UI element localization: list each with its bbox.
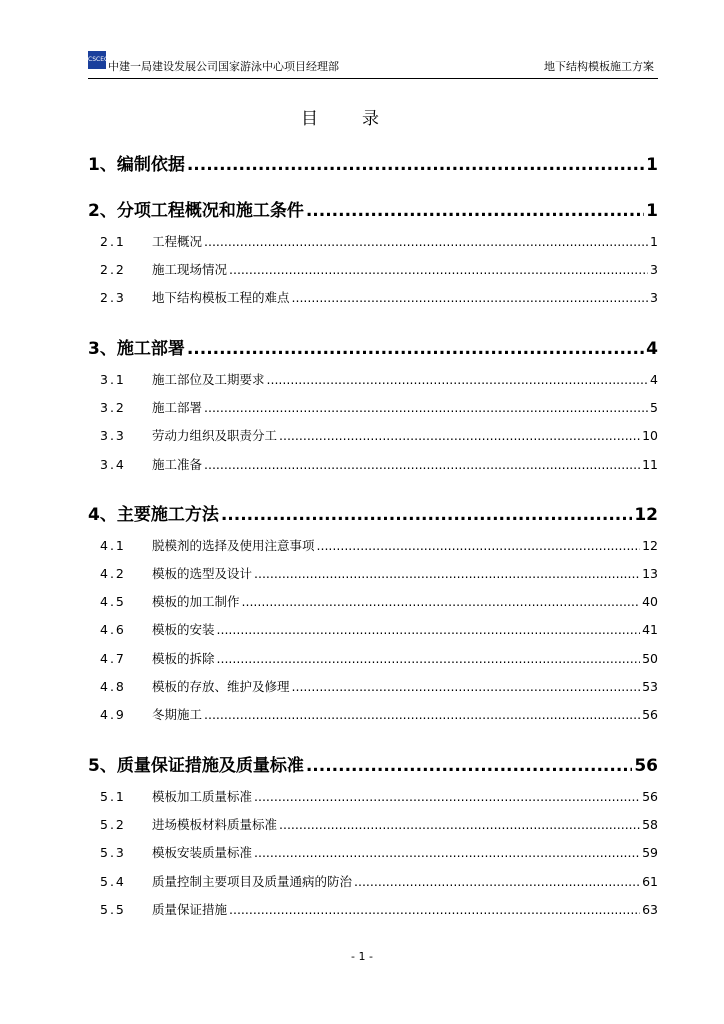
toc-entry-page: 4 [650,372,658,387]
toc-leader-dots [267,372,649,387]
toc-leader-dots [229,262,648,277]
toc-entry-page: 58 [642,817,658,832]
toc-entry-number: 3.3 [100,428,126,443]
toc-entry-page: 1 [646,155,658,175]
toc-entry-page: 13 [642,566,658,581]
toc-entry-page: 3 [650,262,658,277]
toc-entry-label: 地下结构模板工程的难点 [152,290,290,305]
toc-entry-label: 脱模剂的选择及使用注意事项 [152,538,315,553]
toc-subsection-entry[interactable] [88,370,658,388]
toc-entry-label: 工程概况 [152,234,203,249]
toc-subsection-entry[interactable] [88,398,658,416]
toc-entry-label: 模板的存放、维护及修理 [152,679,290,694]
toc-entry-label: 分项工程概况和施工条件 [116,201,304,221]
toc-subsection-entry[interactable] [88,677,658,695]
toc-entry-label: 模板的拆除 [152,651,215,666]
toc-entry-number: 4.6 [100,622,126,637]
toc-entry-page: 41 [642,622,658,637]
toc-section-entry[interactable] [88,500,658,525]
toc-leader-dots [254,566,640,581]
toc-entry-page: 50 [642,651,658,666]
toc-section-entry[interactable] [88,751,658,776]
header-document-title: 地下结构模板施工方案 [544,60,654,73]
toc-entry-label: 主要施工方法 [116,505,219,525]
toc-entry-label: 编制依据 [116,155,185,175]
toc-entry-page: 40 [642,594,658,609]
toc-leader-dots [279,428,640,443]
toc-entry-page: 5 [650,400,658,415]
toc-leader-dots [204,400,648,415]
toc-entry-number: 5.4 [100,874,126,889]
toc-leader-dots [187,155,644,175]
toc-entry-number: 3.4 [100,457,126,472]
toc-subsection-entry[interactable] [88,620,658,638]
toc-entry-page: 11 [642,457,658,472]
toc-entry-number: 4.2 [100,566,126,581]
toc-section-entry[interactable] [88,334,658,359]
toc-entry-number: 3、 [88,339,117,359]
toc-entry-label: 模板的加工制作 [152,594,240,609]
toc-entry-number: 3.2 [100,400,126,415]
toc-entry-label: 施工部位及工期要求 [152,372,265,387]
toc-entry-label: 质量保证措施 [152,902,228,917]
toc-entry-number: 2.1 [100,234,126,249]
toc-subsection-entry[interactable] [88,787,658,805]
toc-subsection-entry[interactable] [88,592,658,610]
toc-leader-dots [204,457,640,472]
toc-entry-page: 3 [650,290,658,305]
toc-entry-page: 59 [642,845,658,860]
toc-subsection-entry[interactable] [88,426,658,444]
toc-entry-page: 1 [650,234,658,249]
toc-entry-page: 56 [642,707,658,722]
toc-leader-dots [292,290,649,305]
toc-leader-dots [217,622,641,637]
toc-entry-label: 施工部署 [116,339,185,359]
toc-entry-page: 56 [634,756,658,776]
toc-entry-label: 质量控制主要项目及质量通病的防治 [152,874,353,889]
toc-leader-dots [279,817,640,832]
page-number: - 1 - [351,950,373,963]
toc-entry-label: 冬期施工 [152,707,203,722]
toc-subsection-entry[interactable] [88,288,658,306]
toc-entry-page: 12 [642,538,658,553]
toc-entry-page: 63 [642,902,658,917]
toc-subsection-entry[interactable] [88,649,658,667]
toc-entry-page: 61 [642,874,658,889]
toc-leader-dots [217,651,641,666]
toc-leader-dots [306,756,632,776]
toc-leader-dots [354,874,640,889]
company-logo: CSCEC [88,51,106,69]
toc-entry-number: 1、 [88,155,117,175]
toc-entry-number: 4、 [88,505,117,525]
toc-entry-number: 4.9 [100,707,126,722]
toc-entry-number: 4.7 [100,651,126,666]
toc-leader-dots [187,339,644,359]
toc-entry-label: 施工部署 [152,400,203,415]
toc-entry-number: 2、 [88,201,117,221]
toc-entry-number: 4.8 [100,679,126,694]
toc-entry-label: 质量保证措施及质量标准 [116,756,304,776]
toc-entry-number: 5.3 [100,845,126,860]
toc-leader-dots [317,538,641,553]
toc-entry-page: 4 [646,339,658,359]
toc-entry-number: 3.1 [100,372,126,387]
toc-leader-dots [254,845,640,860]
toc-subsection-entry[interactable] [88,536,658,554]
toc-leader-dots [242,594,641,609]
toc-entry-page: 1 [646,201,658,221]
toc-subsection-entry[interactable] [88,900,658,918]
toc-leader-dots [229,902,640,917]
toc-section-entry[interactable] [88,196,658,221]
toc-entry-label: 模板的选型及设计 [152,566,253,581]
toc-entry-label: 模板加工质量标准 [152,789,253,804]
toc-entry-number: 4.5 [100,594,126,609]
toc-entry-number: 5、 [88,756,117,776]
toc-leader-dots [306,201,644,221]
toc-entry-label: 施工准备 [152,457,203,472]
toc-entry-page: 56 [642,789,658,804]
toc-entry-number: 4.1 [100,538,126,553]
toc-entry-number: 2.3 [100,290,126,305]
toc-entry-label: 劳动力组织及职责分工 [152,428,278,443]
toc-entry-number: 2.2 [100,262,126,277]
toc-section-entry[interactable] [88,150,658,175]
toc-leader-dots [292,679,641,694]
toc-title: 目录 [301,109,423,129]
toc-subsection-entry[interactable] [88,872,658,890]
toc-entry-page: 12 [634,505,658,525]
toc-subsection-entry[interactable] [88,232,658,250]
toc-leader-dots [221,505,632,525]
toc-entry-page: 53 [642,679,658,694]
toc-subsection-entry[interactable] [88,260,658,278]
toc-subsection-entry[interactable] [88,843,658,861]
page-header [88,48,658,79]
toc-leader-dots [204,234,648,249]
header-company-text: 中建一局建设发展公司国家游泳中心项目经理部 [108,60,339,73]
toc-leader-dots [254,789,640,804]
toc-subsection-entry[interactable] [88,564,658,582]
toc-entry-page: 10 [642,428,658,443]
toc-subsection-entry[interactable] [88,705,658,723]
toc-entry-label: 模板安装质量标准 [152,845,253,860]
toc-subsection-entry[interactable] [88,455,658,473]
toc-entry-number: 5.2 [100,817,126,832]
toc-entry-label: 模板的安装 [152,622,215,637]
toc-entry-number: 5.1 [100,789,126,804]
toc-entry-label: 进场模板材料质量标准 [152,817,278,832]
toc-entry-label: 施工现场情况 [152,262,228,277]
toc-leader-dots [204,707,640,722]
toc-subsection-entry[interactable] [88,815,658,833]
toc-entry-number: 5.5 [100,902,126,917]
